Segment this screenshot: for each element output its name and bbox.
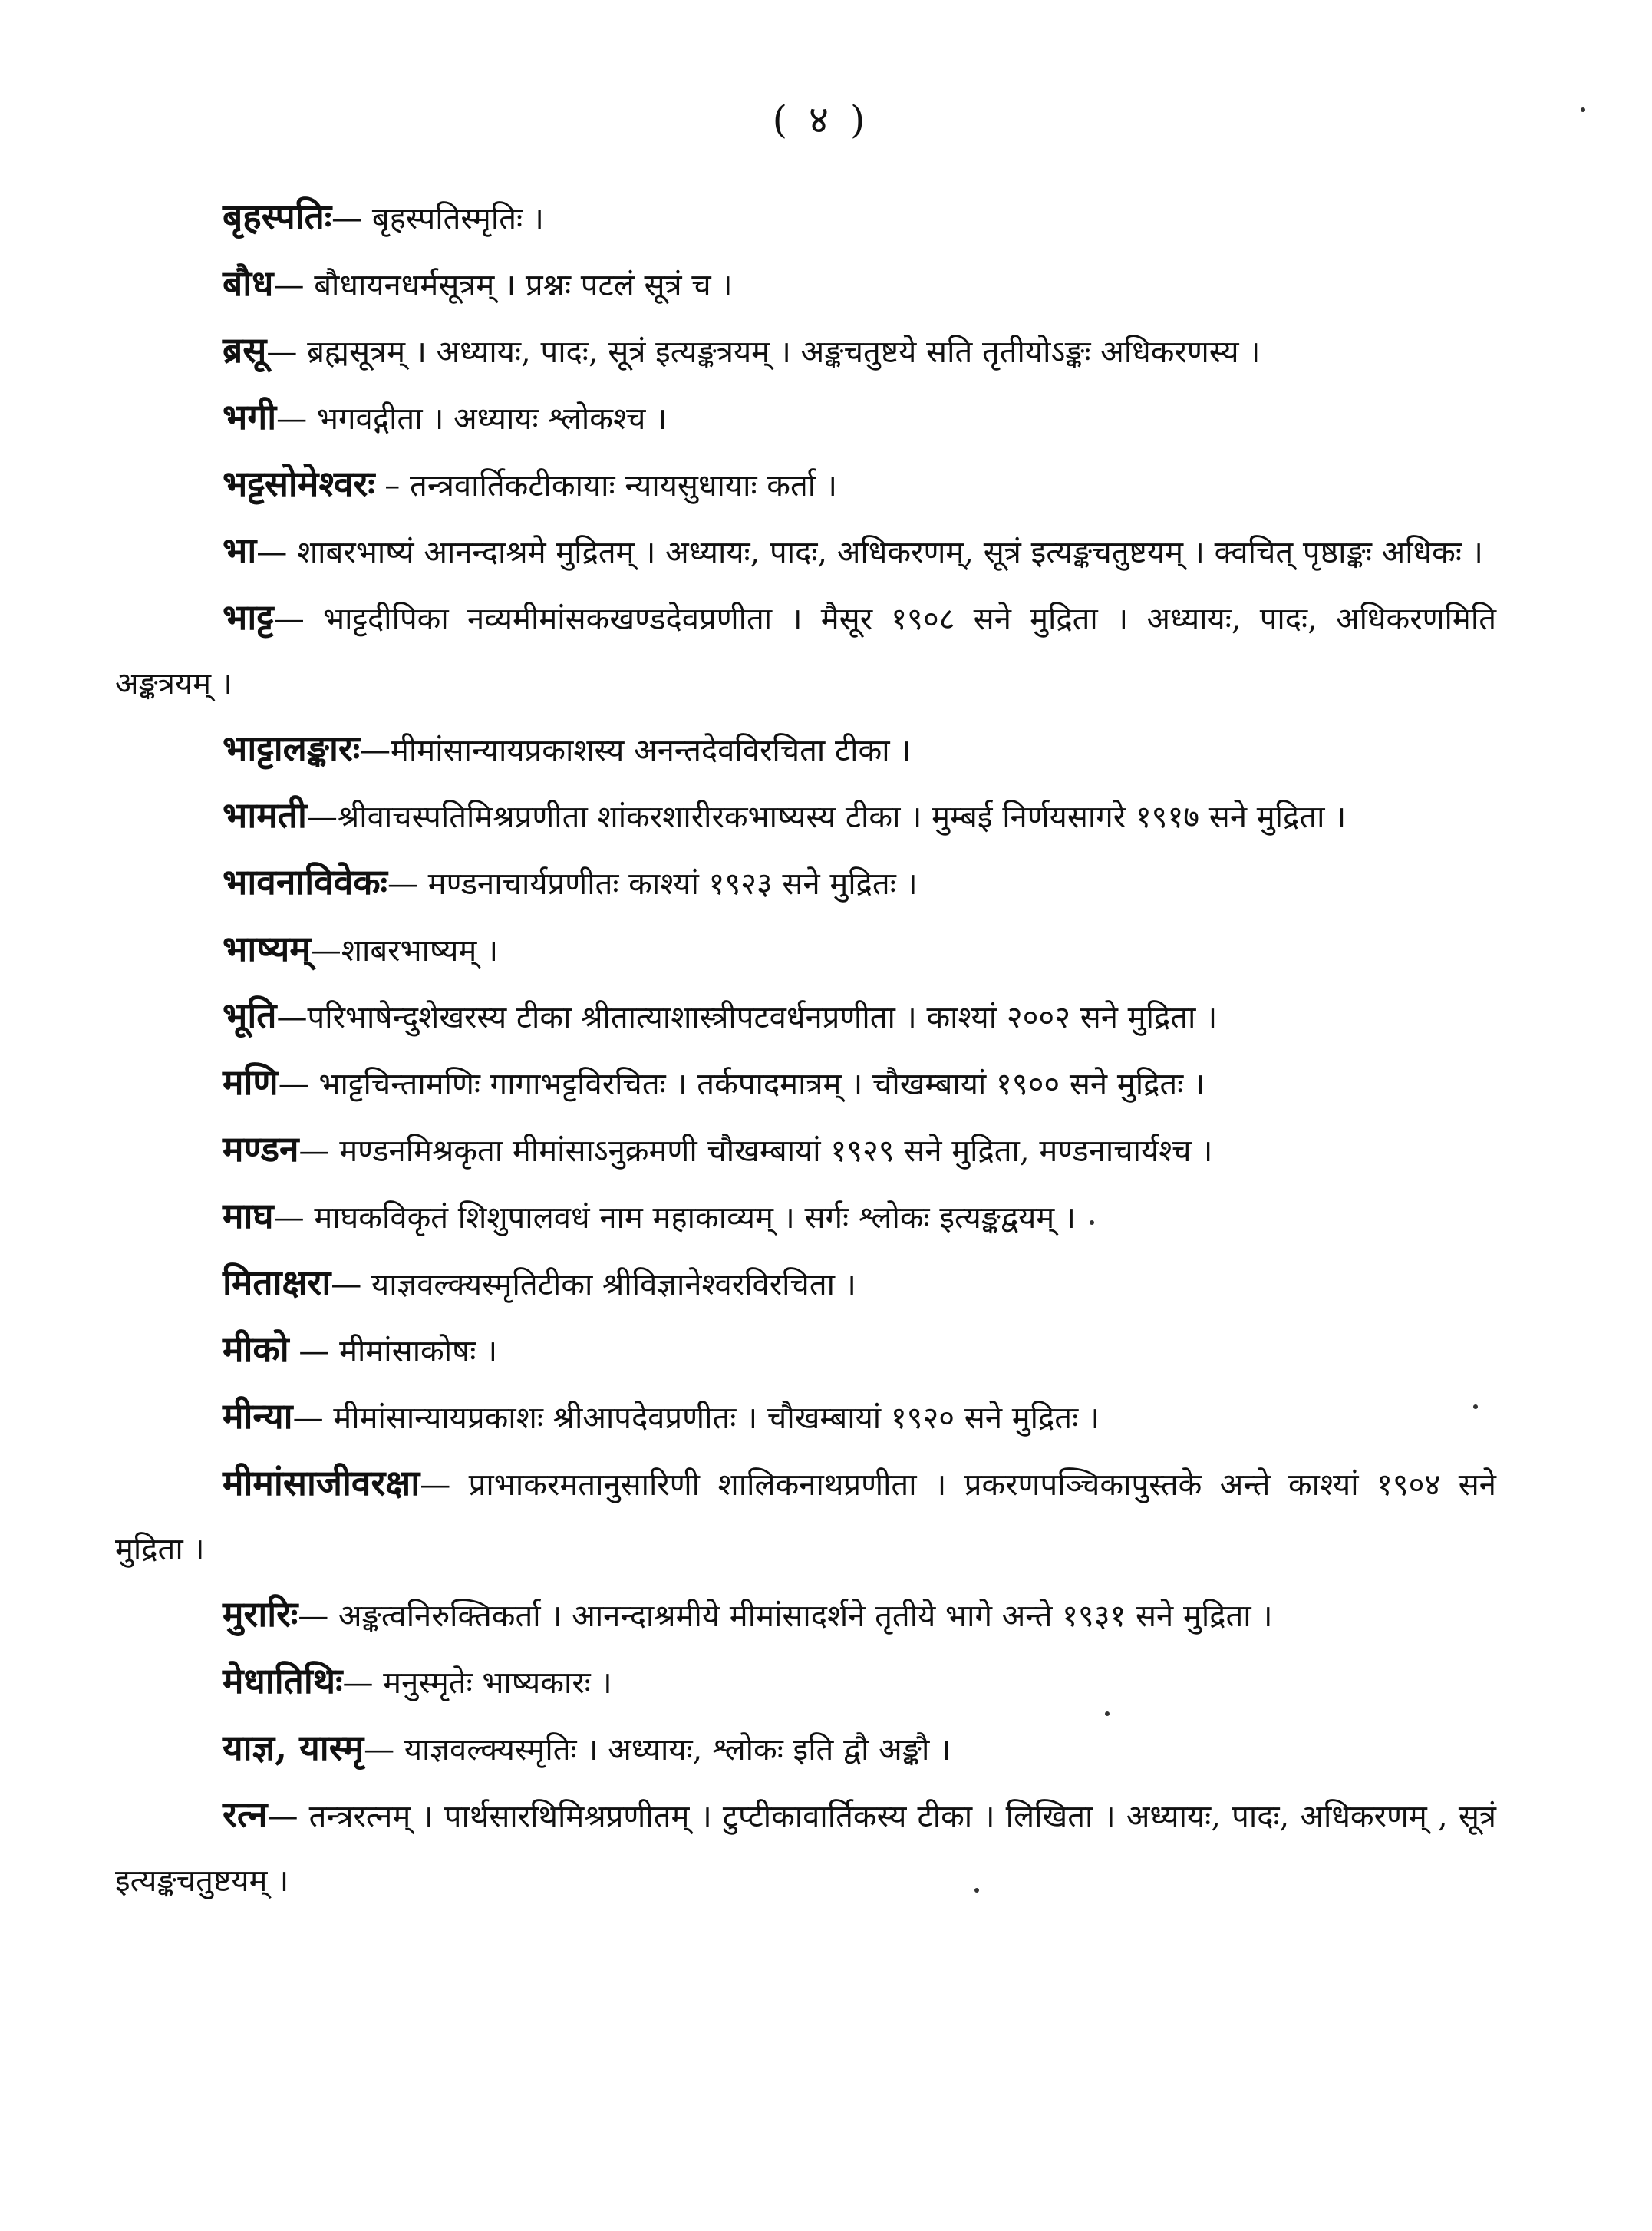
entry-description: – तन्त्रवार्तिकटीकायाः न्यायसुधायाः कर्ता । — [374, 468, 838, 503]
entry-term: बृहस्पतिः — [223, 196, 332, 237]
glossary-entry — [115, 184, 1496, 251]
glossary-entry — [115, 1648, 1496, 1715]
glossary-entry — [115, 1183, 1496, 1250]
entry-term: भगी — [223, 396, 277, 437]
glossary-entry — [115, 518, 1496, 585]
entry-description: — मण्डनमिश्रकृता मीमांसाऽनुक्रमणी चौखम्बायां १९२९ सने मुद्रिता, मण्डनाचार्यश्च । — [298, 1134, 1213, 1169]
glossary-entry — [115, 1715, 1496, 1782]
entry-term: बौध — [223, 262, 274, 304]
scan-speck — [1090, 1220, 1094, 1225]
entry-description: — भाट्टचिन्तामणिः गागाभट्टविरचितः । तर्कपादमात्रम् । चौखम्बायां १९०० सने मुद्रितः । — [278, 1067, 1205, 1102]
glossary-entry — [115, 1582, 1496, 1648]
glossary-entry — [115, 916, 1496, 983]
entry-term: भा — [223, 530, 257, 571]
glossary-list — [115, 184, 1496, 1913]
entry-term: मण्डन — [223, 1128, 299, 1170]
entry-description: — शाबरभाष्यं आनन्दाश्रमे मुद्रितम् । अध्यायः, पादः, अधिकरणम्, सूत्रं इत्यङ्कचतुष्टयम् । क्वचित् पृष्ठाङ्कः अधिकः । — [256, 535, 1483, 570]
scan-speck — [1581, 107, 1585, 112]
entry-description: — याज्ञवल्क्यस्मृतिटीका श्रीविज्ञानेश्वरविरचिता । — [331, 1267, 856, 1302]
glossary-entry — [115, 1450, 1496, 1582]
entry-term: भावनाविवेकः — [223, 861, 387, 903]
entry-term: भूति — [223, 995, 277, 1036]
glossary-entry — [115, 716, 1496, 783]
entry-term: भामती — [223, 794, 307, 836]
entry-description: — अङ्कत्वनिरुक्तिकर्ता । आनन्दाश्रमीये मीमांसादर्शने तृतीये भागे अन्ते १९३१ सने मुद्रिता । — [298, 1599, 1273, 1634]
glossary-entry — [115, 318, 1496, 384]
entry-description: — बौधायनधर्मसूत्रम् । प्रश्नः पटलं सूत्रं च । — [273, 268, 733, 303]
entry-description: — मण्डनाचार्यप्रणीतः काश्यां १९२३ सने मुद्रितः । — [387, 866, 918, 902]
entry-term: याज्ञ, यास्मृ — [223, 1727, 364, 1768]
glossary-entry — [115, 251, 1496, 318]
entry-description: — तन्त्ररत्नम् । पार्थसारथिमिश्रप्रणीतम् । टुप्टीकावार्तिकस्य टीका । लिखिता । अध्यायः, पादः, अधिकरणम् , सूत्रं इत्यङ्कचतुष्टयम् । — [115, 1799, 1496, 1899]
entry-term: मीमांसाजीवरक्षा — [223, 1462, 420, 1503]
glossary-entry — [115, 783, 1496, 850]
entry-term: मुरारिः — [223, 1593, 298, 1635]
glossary-entry — [115, 1050, 1496, 1117]
entry-term: रत्न — [223, 1794, 268, 1835]
entry-description: — भगवद्गीता । अध्यायः श्लोकश्च । — [276, 401, 668, 437]
entry-description: — प्राभाकरमतानुसारिणी शालिकनाथप्रणीता । प्रकरणपञ्चिकापुस्तके अन्ते काश्यां १९०४ सने मुद्रिता । — [115, 1467, 1496, 1567]
scan-speck — [974, 1888, 979, 1893]
glossary-entry — [115, 1317, 1496, 1384]
entry-term: भाट्ट — [223, 596, 274, 638]
entry-description: —मीमांसान्यायप्रकाशस्य अनन्तदेवविरचिता टीका । — [360, 733, 912, 768]
entry-description: — ब्रह्मसूत्रम् । अध्यायः, पादः, सूत्रं इत्यङ्कत्रयम् । अङ्कचतुष्टये सति तृतीयोऽङ्कः अधिकरणस्य । — [266, 335, 1261, 370]
glossary-entry — [115, 1782, 1496, 1913]
glossary-entry — [115, 983, 1496, 1050]
entry-description: —परिभाषेन्दुशेखरस्य टीका श्रीतात्याशास्त्रीपटवर्धनप्रणीता । काश्यां २००२ सने मुद्रिता । — [276, 1000, 1218, 1035]
entry-term: मणि — [223, 1061, 279, 1103]
entry-description: — भाट्टदीपिका नव्यमीमांसकखण्डदेवप्रणीता । मैसूर १९०८ सने मुद्रिता । अध्यायः, पादः, अधिकरणमिति अङ्कत्रयम् । — [115, 602, 1496, 701]
entry-description: — माघकविकृतं शिशुपालवधं नाम महाकाव्यम् । सर्गः श्लोकः इत्यङ्कद्वयम् । — [273, 1200, 1077, 1236]
entry-term: भट्टसोमेश्वरः — [223, 463, 375, 504]
entry-description: —शाबरभाष्यम् । — [310, 933, 499, 969]
document-page — [115, 92, 1496, 1913]
entry-term: मीको — [223, 1328, 289, 1370]
entry-term: मेधातिथिः — [223, 1660, 343, 1701]
entry-description: — मीमांसान्यायप्रकाशः श्रीआपदेवप्रणीतः । चौखम्बायां १९२० सने मुद्रितः । — [292, 1401, 1100, 1436]
entry-description: — मनुस्मृतेः भाष्यकारः । — [342, 1665, 612, 1701]
entry-term: ब्रसू — [223, 329, 267, 371]
entry-term: मिताक्षरा — [223, 1262, 331, 1303]
scan-speck — [1473, 1404, 1478, 1409]
glossary-entry — [115, 451, 1496, 518]
glossary-entry — [115, 384, 1496, 451]
entry-description: — बृहस्पतिस्मृतिः । — [331, 201, 544, 236]
entry-term: माघ — [223, 1195, 274, 1236]
glossary-entry — [115, 1250, 1496, 1317]
glossary-entry — [115, 585, 1496, 716]
entry-term: भाष्यम् — [223, 928, 311, 969]
entry-description: — याज्ञवल्क्यस्मृतिः । अध्यायः, श्लोकः इति द्वौ अङ्कौ । — [364, 1732, 951, 1767]
scan-speck — [1105, 1711, 1110, 1716]
page-number: ( ४ ) — [772, 97, 870, 142]
entry-description: —श्रीवाचस्पतिमिश्रप्रणीता शांकरशारीरकभाष्यस्य टीका । मुम्बई निर्णयसागरे १९१७ सने मुद्रिता । — [306, 800, 1347, 835]
glossary-entry — [115, 1117, 1496, 1183]
entry-description: — मीमांसाकोषः । — [289, 1334, 498, 1369]
entry-term: मीन्या — [223, 1395, 293, 1437]
entry-term: भाट्टालङ्कारः — [223, 728, 360, 769]
glossary-entry — [115, 850, 1496, 916]
glossary-entry — [115, 1384, 1496, 1450]
